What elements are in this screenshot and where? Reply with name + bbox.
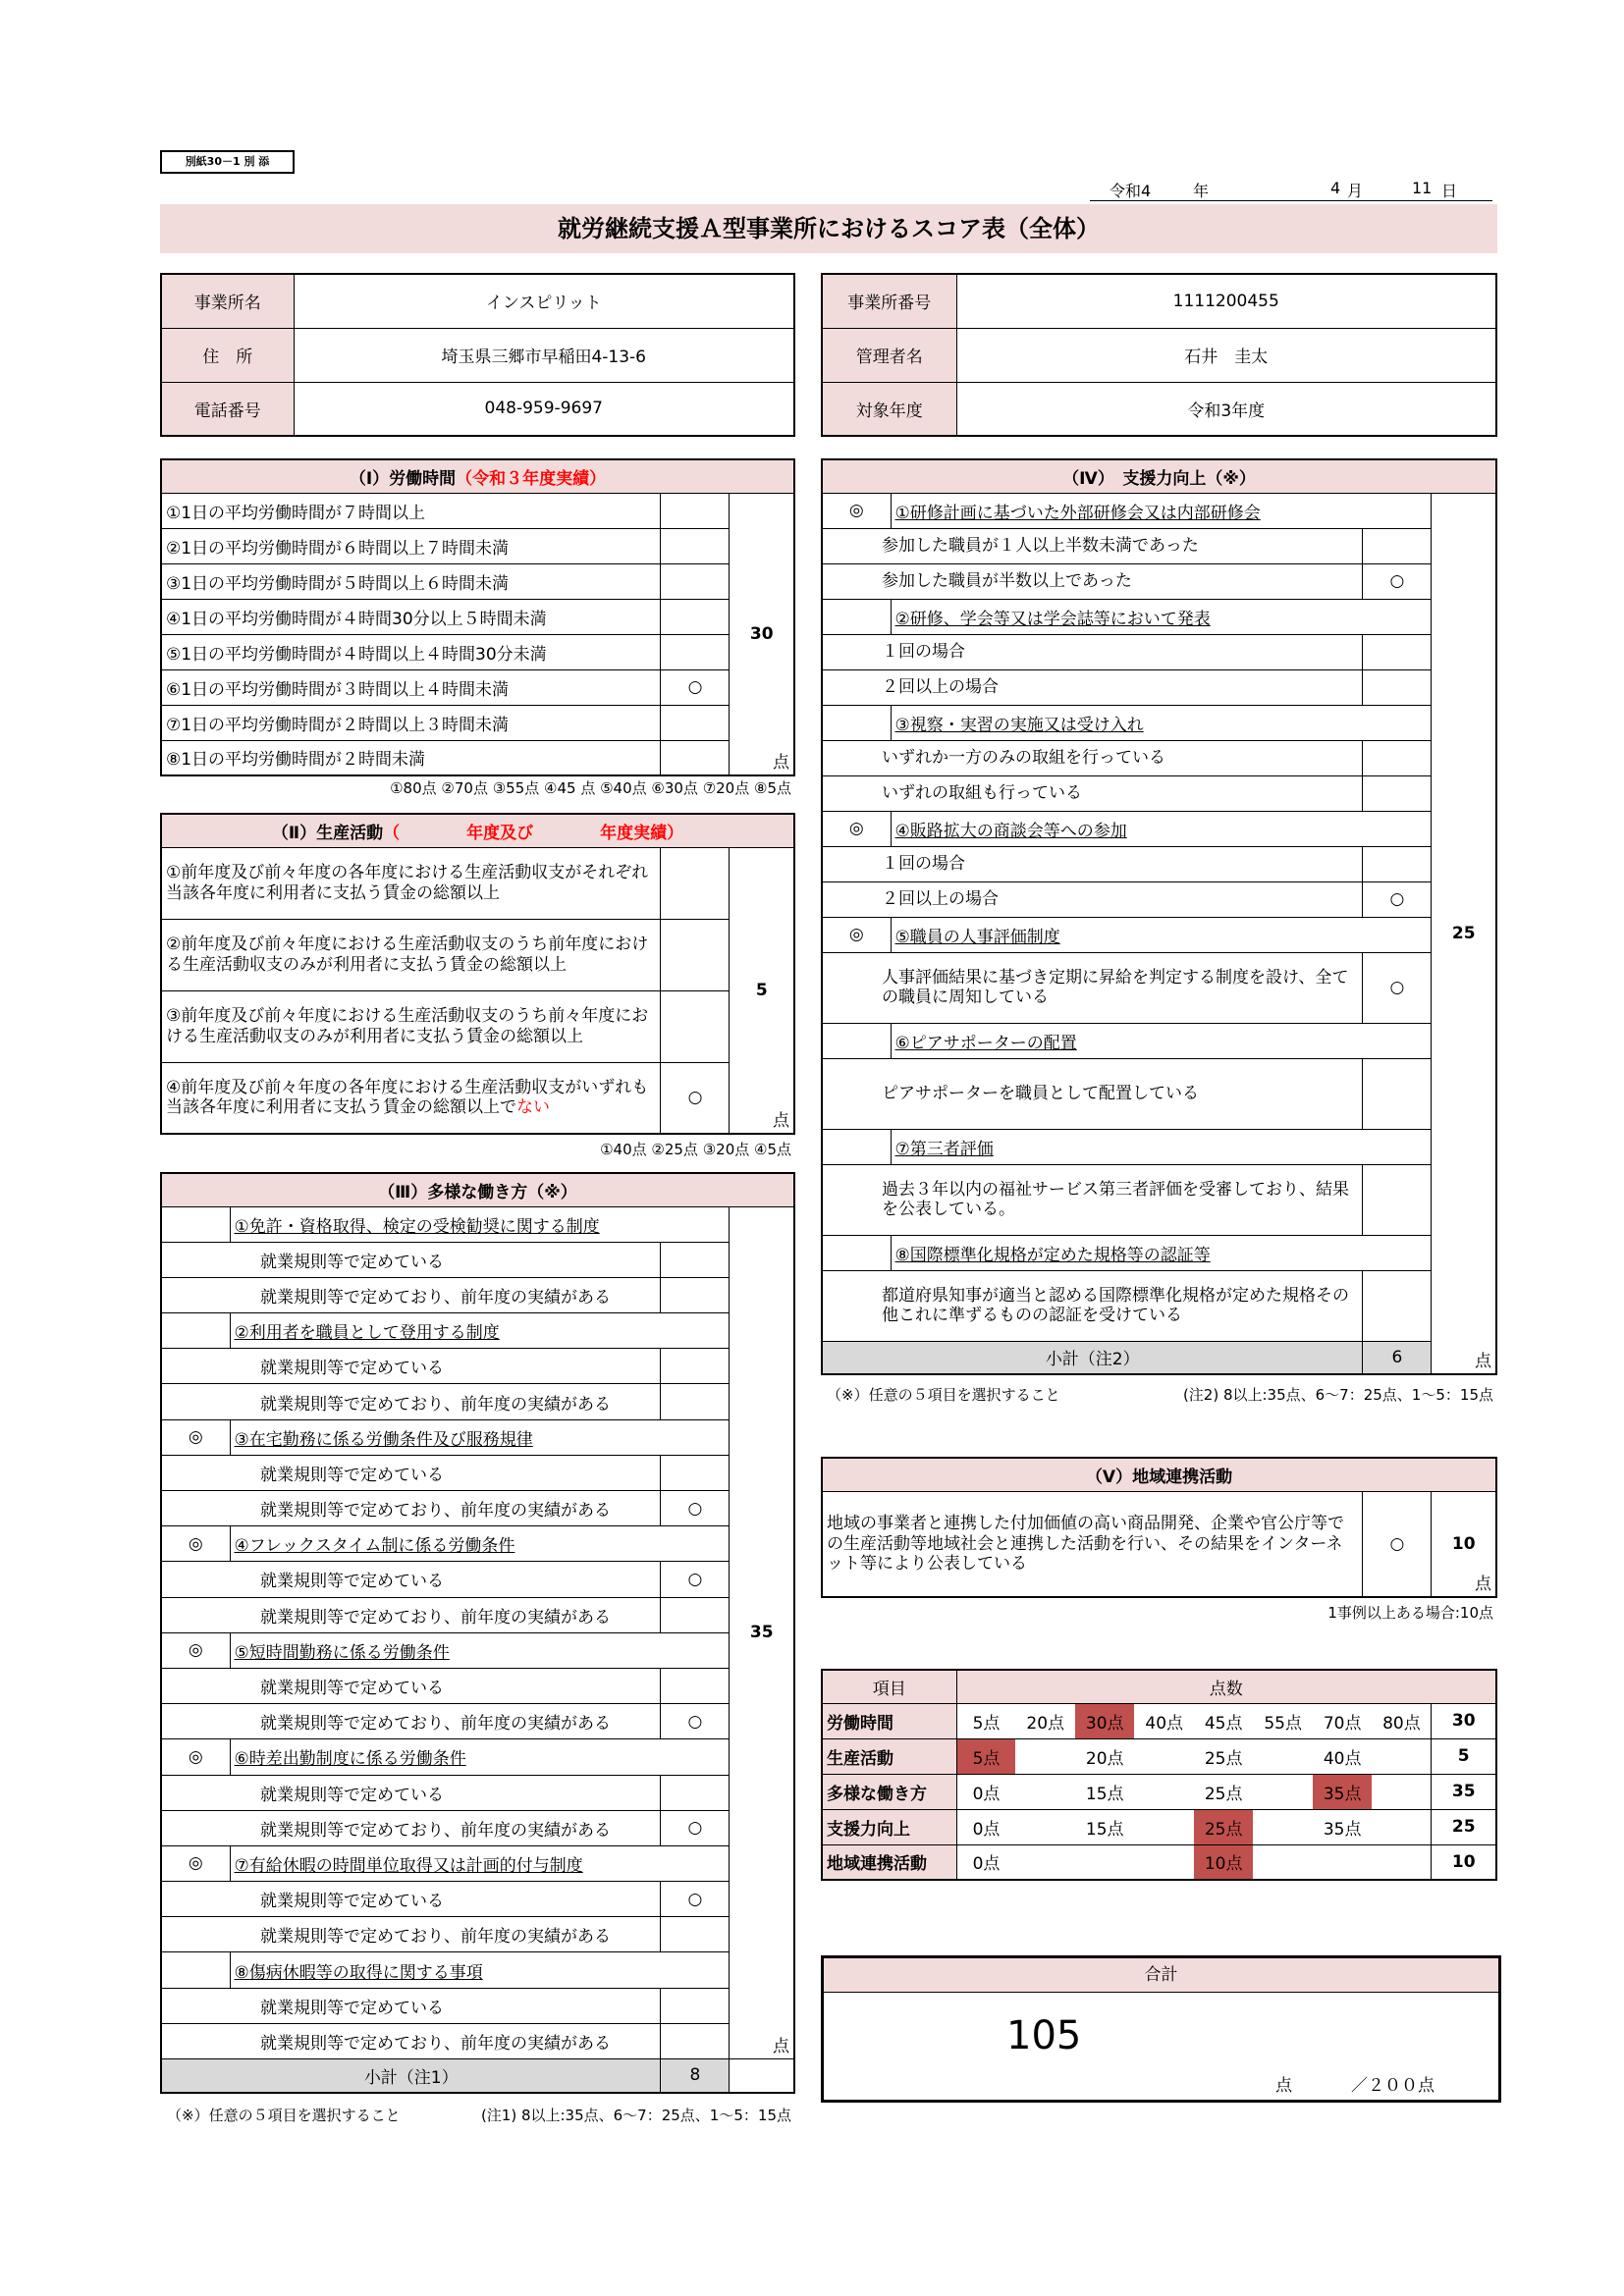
- summary-row: [822, 1844, 1496, 1880]
- page-title: 就労継続支援Ａ型事業所におけるスコア表（全体）: [558, 215, 1100, 242]
- summary-row-total: 10: [1432, 1844, 1496, 1880]
- s3-score: 35: [749, 1623, 774, 1643]
- summary-option: 0点: [956, 1809, 1015, 1844]
- s5-score-cell: [1432, 1491, 1496, 1597]
- s3-option-mark: ○: [661, 1562, 730, 1597]
- summary-row: [822, 1738, 1496, 1774]
- summary-option: 10点: [1194, 1844, 1253, 1880]
- s3-option-text: 就業規則等で定めており、前年度の実績がある: [161, 1917, 661, 1952]
- s3-group-head: [161, 1313, 794, 1349]
- s5-note: 1事例以上ある場合:10点: [1327, 1604, 1493, 1622]
- s3-option-text: 就業規則等で定めている: [161, 1988, 661, 2023]
- s4-option-mark: ○: [1363, 952, 1432, 1023]
- summary-option: [1253, 1844, 1312, 1880]
- s4-option-row: [822, 740, 1496, 775]
- total-max: ／２００点: [1351, 2076, 1435, 2096]
- summary-row-total: 25: [1432, 1809, 1496, 1844]
- s4-option-mark: [1363, 528, 1432, 563]
- summary-option: [1372, 1774, 1432, 1809]
- s3-option-mark: [661, 1775, 730, 1810]
- section3-table: [160, 1172, 795, 2094]
- summary-option: [1075, 1844, 1134, 1880]
- s3-group-head: [161, 1419, 794, 1455]
- summary-option: 5点: [956, 1703, 1015, 1738]
- s4-unit: 点: [1475, 1352, 1491, 1371]
- date-line: [1090, 179, 1492, 201]
- s4-group-title: ④販路拡大の商談会等への参加: [891, 811, 1432, 846]
- date-day: 11: [1412, 179, 1433, 197]
- s3-note-a: （※）任意の５項目を選択すること: [167, 2107, 401, 2124]
- s4-option-row: [822, 1058, 1496, 1129]
- s3-select-mark: ◎: [161, 1526, 230, 1562]
- s1-mark: [661, 599, 730, 634]
- summary-option: 40点: [1134, 1703, 1193, 1738]
- office-tel: 048-959-9697: [294, 382, 794, 436]
- s4-subtotal-label: 小計（注2）: [822, 1341, 1363, 1374]
- s3-option-text: 就業規則等で定めており、前年度の実績がある: [161, 1277, 661, 1312]
- s1-mark: [661, 493, 730, 528]
- summary-option: [1253, 1809, 1312, 1844]
- summary-option: 15点: [1075, 1774, 1134, 1809]
- s3-group-head: [161, 1206, 794, 1242]
- s4-group-head: [822, 599, 1496, 634]
- s4-subtotal-value: 6: [1363, 1341, 1432, 1374]
- s3-subtotal-label: 小計（注1）: [161, 2059, 661, 2093]
- s5-text: 地域の事業者と連携した付加価値の高い商品開発、企業や官公庁等での生産活動等地域社会と連携した活動を行い、その結果をインターネット等により公表している: [822, 1491, 1363, 1597]
- s1-unit: 点: [773, 753, 789, 773]
- summary-option: [1253, 1774, 1312, 1809]
- s4-group-title: ②研修、学会等又は学会誌等において発表: [891, 599, 1432, 634]
- summary-option: 35点: [1313, 1809, 1372, 1844]
- section1-table: [160, 458, 795, 776]
- summary-row-total: 5: [1432, 1738, 1496, 1774]
- s4-option-row: [822, 952, 1496, 1023]
- summary-option: 25点: [1194, 1809, 1253, 1844]
- s4-option-mark: [1363, 740, 1432, 775]
- s2-item-4: [161, 1062, 661, 1134]
- summary-option: [1134, 1844, 1193, 1880]
- s4-score: 25: [1451, 923, 1476, 943]
- s3-option-mark: [661, 1384, 730, 1419]
- s2-item-4-red: ない: [516, 1097, 550, 1118]
- s3-option-row: [161, 1668, 794, 1703]
- s3-option-row: [161, 1917, 794, 1952]
- s1-mark: ○: [661, 669, 730, 705]
- s3-select-mark: [161, 1952, 230, 1988]
- summary-option: 25点: [1194, 1738, 1253, 1774]
- s3-option-mark: [661, 1668, 730, 1703]
- s3-option-row: [161, 2023, 794, 2058]
- summary-row-label: 生産活動: [822, 1738, 956, 1774]
- s3-group-title: ②利用者を職員として登用する制度: [230, 1313, 730, 1349]
- office-address: 埼玉県三郷市早稲田4-13-6: [294, 328, 794, 382]
- s4-group-title: ⑥ピアサポーターの配置: [891, 1023, 1432, 1058]
- s4-group-head: [822, 493, 1496, 528]
- target-year: 令和3年度: [956, 382, 1496, 436]
- s4-option-text: ２回以上の場合: [822, 881, 1363, 917]
- s3-option-text: 就業規則等で定めている: [161, 1455, 661, 1490]
- summary-table: [821, 1669, 1497, 1881]
- s3-option-mark: [661, 1597, 730, 1632]
- s3-option-row: [161, 1775, 794, 1810]
- s3-option-text: 就業規則等で定めている: [161, 1349, 661, 1384]
- s2-score: 5: [755, 980, 768, 1000]
- s4-select-mark: [822, 705, 891, 740]
- s1-item: ③1日の平均労働時間が５時間以上６時間未満: [161, 563, 661, 599]
- s3-option-mark: [661, 1277, 730, 1312]
- summary-option: [1253, 1738, 1312, 1774]
- s3-group-head: [161, 1526, 794, 1562]
- s3-group-title: ③在宅勤務に係る労働条件及び服務規律: [230, 1419, 730, 1455]
- summary-option: 30点: [1075, 1703, 1134, 1738]
- summary-option: [1372, 1809, 1432, 1844]
- s4-option-text: ピアサポーターを職員として配置している: [822, 1058, 1363, 1129]
- s4-option-row: [822, 1164, 1496, 1235]
- section5-table: [821, 1457, 1497, 1598]
- s3-option-row: [161, 1988, 794, 2023]
- summary-row-label: 労働時間: [822, 1703, 956, 1738]
- s3-option-row: [161, 1242, 794, 1277]
- s3-option-text: 就業規則等で定めており、前年度の実績がある: [161, 2023, 661, 2058]
- year-label: 対象年度: [822, 382, 956, 436]
- addr-label: 住 所: [161, 328, 294, 382]
- s1-note: ①80点 ②70点 ③55点 ④45 点 ⑤40点 ⑥30点 ⑦20点 ⑧5点: [390, 779, 791, 797]
- s3-option-mark: ○: [661, 1491, 730, 1526]
- summary-option: 20点: [1075, 1738, 1134, 1774]
- section1-title: （Ⅰ）労働時間: [349, 468, 457, 489]
- s4-group-title: ⑦第三者評価: [891, 1129, 1432, 1164]
- s4-group-head: [822, 705, 1496, 740]
- s3-option-mark: [661, 1988, 730, 2023]
- s3-option-row: [161, 1491, 794, 1526]
- s4-option-mark: [1363, 634, 1432, 669]
- summary-option: [1015, 1774, 1074, 1809]
- s4-option-row: [822, 669, 1496, 705]
- summary-option: [1313, 1844, 1372, 1880]
- summary-option: [1134, 1738, 1193, 1774]
- s4-subtotal-row: [822, 1341, 1496, 1374]
- s3-group-title: ①免許・資格取得、検定の受検勧奨に関する制度: [230, 1206, 730, 1242]
- s3-option-mark: ○: [661, 1704, 730, 1739]
- total-value: 105: [1006, 2013, 1082, 2058]
- summary-option: 0点: [956, 1774, 1015, 1809]
- s3-option-row: [161, 1810, 794, 1845]
- total-box: [821, 1955, 1501, 2103]
- date-era: 令和4: [1110, 182, 1152, 200]
- s4-select-mark: ◎: [822, 811, 891, 846]
- summary-row: [822, 1774, 1496, 1809]
- s3-subtotal-value: 8: [661, 2059, 730, 2093]
- s3-group-title: ⑤短時間勤務に係る労働条件: [230, 1632, 730, 1668]
- s1-mark: [661, 705, 730, 740]
- s3-select-mark: ◎: [161, 1632, 230, 1668]
- summary-row-total: 35: [1432, 1774, 1496, 1809]
- s4-option-text: 参加した職員が半数以上であった: [822, 563, 1363, 599]
- s4-option-row: [822, 634, 1496, 669]
- s2-item-4-text: ④前年度及び前々年度の各年度における生産活動収支がいずれも当該各年度に利用者に支払う賃金の総額以上で: [166, 1077, 649, 1118]
- s4-option-text: ２回以上の場合: [822, 669, 1363, 705]
- summary-option: [1372, 1844, 1432, 1880]
- section2-header: [161, 814, 794, 847]
- s3-option-text: 就業規則等で定めており、前年度の実績がある: [161, 1597, 661, 1632]
- s3-option-mark: [661, 1349, 730, 1384]
- s4-option-mark: [1363, 1058, 1432, 1129]
- s3-option-mark: ○: [661, 1810, 730, 1845]
- summary-points-header: 点数: [956, 1670, 1496, 1703]
- s1-mark: [661, 563, 730, 599]
- s3-group-head: [161, 1952, 794, 1988]
- total-label: 合計: [824, 1958, 1498, 1993]
- section2-title: （Ⅱ）生産活動: [271, 823, 384, 843]
- name-label: 事業所名: [161, 274, 294, 328]
- s2-mark-4: ○: [661, 1062, 730, 1134]
- summary-option: [1372, 1738, 1432, 1774]
- section5-header: （Ⅴ）地域連携活動: [822, 1458, 1496, 1491]
- s3-option-row: [161, 1562, 794, 1597]
- s3-group-title: ⑥時差出勤制度に係る労働条件: [230, 1739, 730, 1775]
- section3-header: （Ⅲ）多様な働き方（※）: [161, 1173, 794, 1206]
- s4-option-text: １回の場合: [822, 846, 1363, 881]
- s1-item: ④1日の平均労働時間が４時間30分以上５時間未満: [161, 599, 661, 634]
- s3-option-row: [161, 1704, 794, 1739]
- s4-option-text: 過去３年以内の福祉サービス第三者評価を受審しており、結果を公表している。: [822, 1164, 1363, 1235]
- form-id: 別紙30－1 別 添: [185, 155, 270, 168]
- info-table-right: [821, 273, 1497, 437]
- s4-group-head: [822, 917, 1496, 952]
- s5-unit: 点: [1475, 1575, 1491, 1594]
- s3-subtotal-row: [161, 2059, 794, 2093]
- summary-row-label: 多様な働き方: [822, 1774, 956, 1809]
- s4-option-text: 参加した職員が１人以上半数未満であった: [822, 528, 1363, 563]
- s1-mark: [661, 740, 730, 775]
- summary-option: 20点: [1015, 1703, 1074, 1738]
- s4-group-head: [822, 1023, 1496, 1058]
- summary-option: 5点: [956, 1738, 1015, 1774]
- form-id-box: [160, 150, 295, 174]
- s1-item: ⑦1日の平均労働時間が２時間以上３時間未満: [161, 705, 661, 740]
- date-year-unit: 年: [1193, 182, 1210, 200]
- s1-mark: [661, 528, 730, 563]
- s4-group-head: [822, 1129, 1496, 1164]
- summary-option: [1015, 1844, 1074, 1880]
- info-table-left: [160, 273, 795, 437]
- s4-option-mark: [1363, 775, 1432, 811]
- s4-select-mark: [822, 1023, 891, 1058]
- section1-header: [161, 459, 794, 493]
- summary-option: [1134, 1809, 1193, 1844]
- s3-group-head: [161, 1632, 794, 1668]
- s4-select-mark: ◎: [822, 917, 891, 952]
- summary-option: [1015, 1809, 1074, 1844]
- s4-option-mark: ○: [1363, 563, 1432, 599]
- date-month: 4: [1330, 179, 1341, 197]
- s3-select-mark: [161, 1313, 230, 1349]
- s1-score-cell: [730, 493, 794, 775]
- s3-option-text: 就業規則等で定めており、前年度の実績がある: [161, 1384, 661, 1419]
- s1-item: ⑧1日の平均労働時間が２時間未満: [161, 740, 661, 775]
- s1-mark: [661, 634, 730, 669]
- s2-unit: 点: [773, 1111, 789, 1131]
- s3-option-row: [161, 1597, 794, 1632]
- s3-note-b: (注1) 8以上:35点、6～7：25点、1～5：15点: [480, 2107, 791, 2124]
- manager-name: 石井 圭太: [956, 328, 1496, 382]
- summary-option: [1015, 1738, 1074, 1774]
- s4-option-mark: [1363, 1164, 1432, 1235]
- s3-option-mark: [661, 1242, 730, 1277]
- s3-option-row: [161, 1384, 794, 1419]
- title-bar: [160, 204, 1497, 253]
- summary-row-label: 支援力向上: [822, 1809, 956, 1844]
- s4-group-title: ①研修計画に基づいた外部研修会又は内部研修会: [891, 493, 1432, 528]
- s4-score-cell: [1432, 493, 1496, 1374]
- s4-option-row: [822, 881, 1496, 917]
- summary-option: 0点: [956, 1844, 1015, 1880]
- s2-item-1: ①前年度及び前々年度の各年度における生産活動収支がそれぞれ当該各年度に利用者に支払う賃金の総額以上: [161, 847, 661, 919]
- s4-option-row: [822, 775, 1496, 811]
- s4-option-text: いずれの取組も行っている: [822, 775, 1363, 811]
- s4-group-head: [822, 811, 1496, 846]
- s3-option-mark: ○: [661, 1882, 730, 1917]
- s5-mark: ○: [1363, 1491, 1432, 1597]
- s4-select-mark: ◎: [822, 493, 891, 528]
- s3-option-text: 就業規則等で定めており、前年度の実績がある: [161, 1810, 661, 1845]
- s4-group-head: [822, 1235, 1496, 1270]
- s4-group-title: ⑧国際標準化規格が定めた規格等の認証等: [891, 1235, 1432, 1270]
- date-day-unit: 日: [1441, 182, 1458, 200]
- s4-option-row: [822, 528, 1496, 563]
- s4-group-title: ⑤職員の人事評価制度: [891, 917, 1432, 952]
- s3-option-text: 就業規則等で定めている: [161, 1562, 661, 1597]
- s3-select-mark: ◎: [161, 1739, 230, 1775]
- s3-option-row: [161, 1882, 794, 1917]
- s1-item: ②1日の平均労働時間が６時間以上７時間未満: [161, 528, 661, 563]
- s4-option-text: １回の場合: [822, 634, 1363, 669]
- s5-score: 10: [1451, 1533, 1476, 1554]
- s2-score-cell: [730, 847, 794, 1134]
- summary-option: 25点: [1194, 1774, 1253, 1809]
- s3-option-row: [161, 1455, 794, 1490]
- s3-select-mark: ◎: [161, 1419, 230, 1455]
- no-label: 事業所番号: [822, 274, 956, 328]
- summary-option: 35点: [1313, 1774, 1372, 1809]
- s2-item-3: ③前年度及び前々年度における生産活動収支のうち前々年度における生産活動収支のみが利用者に支払う賃金の総額以上: [161, 990, 661, 1062]
- section1-period: （令和３年度実績）: [456, 468, 607, 489]
- section2-table: [160, 813, 795, 1135]
- s4-group-title: ③視察・実習の実施又は受け入れ: [891, 705, 1432, 740]
- s1-score: 30: [749, 623, 774, 644]
- s3-group-title: ⑧傷病休暇等の取得に関する事項: [230, 1952, 730, 1988]
- s1-item: ⑤1日の平均労働時間が４時間以上４時間30分未満: [161, 634, 661, 669]
- s3-group-title: ⑦有給休暇の時間単位取得又は計画的付与制度: [230, 1845, 730, 1881]
- summary-row: [822, 1703, 1496, 1738]
- section4-header: （Ⅳ） 支援力向上（※）: [822, 459, 1496, 493]
- s3-select-mark: ◎: [161, 1845, 230, 1881]
- s2-note: ①40点 ②25点 ③20点 ④5点: [600, 1141, 791, 1158]
- summary-option: 80点: [1372, 1703, 1432, 1738]
- s4-option-text: 都道府県知事が適当と認める国際標準化規格が定めた規格その他これに準ずるものの認証を受けている: [822, 1270, 1363, 1341]
- summary-item-header: 項目: [822, 1670, 956, 1703]
- s2-item-2: ②前年度及び前々年度における生産活動収支のうち前年度における生産活動収支のみが利用者に支払う賃金の総額以上: [161, 919, 661, 990]
- s4-option-row: [822, 1270, 1496, 1341]
- s3-option-mark: [661, 1917, 730, 1952]
- s4-option-text: いずれか一方のみの取組を行っている: [822, 740, 1363, 775]
- s1-item: ①1日の平均労働時間が７時間以上: [161, 493, 661, 528]
- s3-group-head: [161, 1739, 794, 1775]
- s3-option-row: [161, 1277, 794, 1312]
- summary-row-total: 30: [1432, 1703, 1496, 1738]
- summary-option: 45点: [1194, 1703, 1253, 1738]
- s4-select-mark: [822, 1129, 891, 1164]
- summary-option: 70点: [1313, 1703, 1372, 1738]
- s4-option-mark: [1363, 669, 1432, 705]
- s4-option-mark: ○: [1363, 881, 1432, 917]
- s4-option-row: [822, 846, 1496, 881]
- s4-note-b: (注2) 8以上:35点、6～7：25点、1～5：15点: [1182, 1386, 1493, 1404]
- summary-row: [822, 1809, 1496, 1844]
- section2-period: （ 年度及び 年度実績）: [383, 823, 684, 843]
- summary-option: 15点: [1075, 1809, 1134, 1844]
- s3-group-title: ④フレックスタイム制に係る労働条件: [230, 1526, 730, 1562]
- section4-table: [821, 458, 1497, 1375]
- s3-option-mark: [661, 1455, 730, 1490]
- s3-option-text: 就業規則等で定めている: [161, 1775, 661, 1810]
- s1-item: ⑥1日の平均労働時間が３時間以上４時間未満: [161, 669, 661, 705]
- summary-option: 40点: [1313, 1738, 1372, 1774]
- s3-option-text: 就業規則等で定めている: [161, 1882, 661, 1917]
- s4-option-text: 人事評価結果に基づき定期に昇給を判定する制度を設け、全ての職員に周知している: [822, 952, 1363, 1023]
- mgr-label: 管理者名: [822, 328, 956, 382]
- tel-label: 電話番号: [161, 382, 294, 436]
- summary-option: [1134, 1774, 1193, 1809]
- s3-option-text: 就業規則等で定めている: [161, 1668, 661, 1703]
- s3-option-text: 就業規則等で定めている: [161, 1242, 661, 1277]
- s3-option-mark: [661, 2023, 730, 2058]
- s3-select-mark: [161, 1206, 230, 1242]
- s4-select-mark: [822, 599, 891, 634]
- s3-option-text: 就業規則等で定めており、前年度の実績がある: [161, 1704, 661, 1739]
- s3-unit: 点: [773, 2037, 789, 2056]
- s3-option-text: 就業規則等で定めており、前年度の実績がある: [161, 1491, 661, 1526]
- s4-select-mark: [822, 1235, 891, 1270]
- summary-row-label: 地域連携活動: [822, 1844, 956, 1880]
- office-name: インスピリット: [294, 274, 794, 328]
- s4-option-mark: [1363, 1270, 1432, 1341]
- date-month-unit: 月: [1347, 182, 1364, 200]
- total-unit: 点: [1275, 2076, 1292, 2096]
- office-number: 1111200455: [956, 274, 1496, 328]
- s3-score-cell: [730, 1206, 794, 2059]
- s4-note-a: （※）任意の５項目を選択すること: [827, 1386, 1060, 1404]
- summary-option: 55点: [1253, 1703, 1312, 1738]
- s3-option-row: [161, 1349, 794, 1384]
- s3-group-head: [161, 1845, 794, 1881]
- s4-option-mark: [1363, 846, 1432, 881]
- s4-option-row: [822, 563, 1496, 599]
